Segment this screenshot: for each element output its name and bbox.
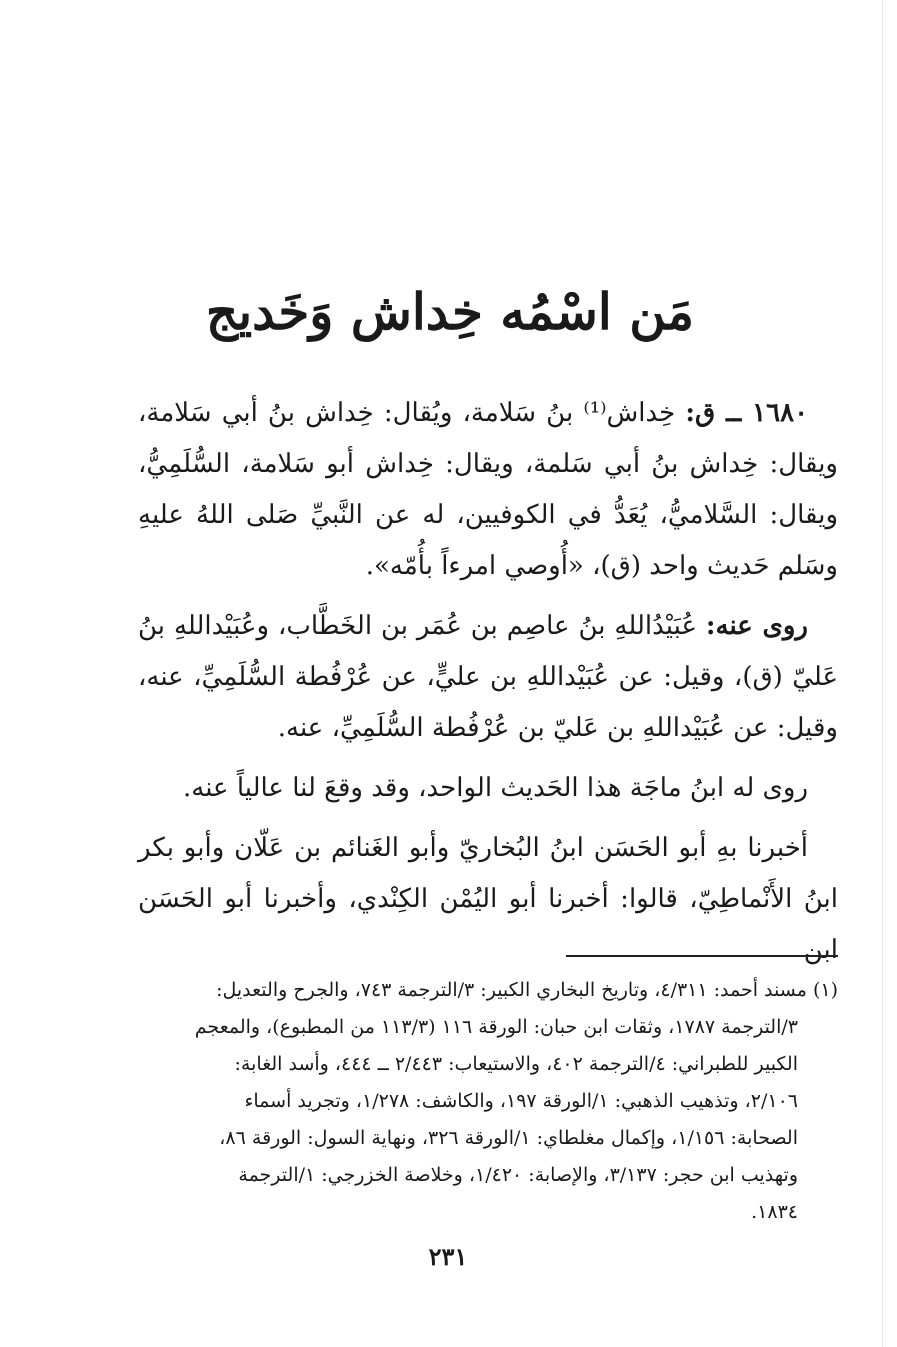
text-line: عُبَيْدُاللهِ بنُ عاصِم بن عُمَر بن الخَطَّاب، xyxy=(278,611,697,641)
page-number: ٢٣١ xyxy=(428,1242,468,1271)
page-edge-line xyxy=(882,0,883,1347)
text-line: أخبرنا بهِ أبو الحَسَن ابنُ البُخاريّ وأبو الغَنائم بن عَلّان وأبو بكر xyxy=(138,833,808,863)
footnote-line: الصحابة: ١/١٥٦، وإكمال مغلطاي: ١/الورقة ٣٢٦، ونهاية السول: الورقة ٨٦، xyxy=(219,1127,798,1149)
paragraph-isnad xyxy=(138,823,838,976)
text-line: ابنُ الأَنْماطِيّ، قالوا: أخبرنا أبو اليُمْن الكِنْدي، وأخبرنا أبو الحَسَن ابن xyxy=(138,884,838,965)
footnote-line: وتهذيب ابن حجر: ٣/١٣٧، والإصابة: ١/٤٢٠، وخلاصة الخزرجي: ١/الترجمة xyxy=(238,1164,798,1186)
footnote-line: ٢/١٠٦، وتذهيب الذهبي: ١/الورقة ١٩٧، والكاشف: ١/٢٧٨، وتجريد أسماء xyxy=(244,1090,798,1112)
chapter-heading: مَن اسْمُه خِداش وَخَديج xyxy=(205,282,695,341)
text-line: وعُبَيْداللهِ بنُ عَليّ (ق)، وقيل: عن عُبَيْداللهِ بن عليٍّ، عن عُرْفُطة xyxy=(138,611,839,692)
text-line: السُّلَمِيِّ، عنه، وقيل: عن عُبَيْداللهِ بن عَليّ بن عُرْفُطة السُّلَمِيِّ، عنه. xyxy=(138,662,838,743)
footnote-marker: (١) xyxy=(812,979,838,1001)
footnote-line: (١) مسند أحمد: ٤/٣١١، وتاريخ البخاري الكبير: ٣/الترجمة ٧٤٣، والجرح والتعديل: xyxy=(216,979,838,1001)
text-line: روى له ابنُ ماجَة هذا الحَديث الواحد، وقد وقعَ لنا عالياً عنه. xyxy=(182,773,808,803)
footnote-divider xyxy=(566,955,838,957)
text-line: سَلامة، ويقال: خِداش بنُ أبي سَلمة، ويقال: خِداش أبو سَلامة، xyxy=(138,398,838,479)
footnote-line: ١٨٣٤. xyxy=(751,1201,798,1223)
text-line: السُّلَمِيُّ، ويقال: السَّلاميُّ، يُعَدُّ في الكوفيين، له عن النَّبيِّ صَلى اللهُ xyxy=(138,449,838,530)
footnote xyxy=(138,972,838,1231)
narrators-lead: روى عنه: xyxy=(705,611,808,641)
footnote-line: الكبير للطبراني: ٤/الترجمة ٤٠٢، والاستيعاب: ٢/٤٤٣ ــ ٤٤٤، وأسد الغابة: xyxy=(234,1053,798,1075)
paragraph-narrators xyxy=(138,601,838,754)
body-text xyxy=(138,388,838,985)
text-line: خِداش⁽¹⁾ بنُ سَلامة، ويُقال: خِداش بنُ أبي xyxy=(221,398,676,428)
entry-number: ١٦٨٠ ــ ق: xyxy=(685,398,809,428)
text-line: عليهِ وسَلم حَديث واحد (ق)، «أُوصي امرءاً بأُمّه». xyxy=(138,500,838,581)
paragraph-ibn-majah xyxy=(138,763,838,814)
footnote-line: ٣/الترجمة ١٧٨٧، وثقات ابن حبان: الورقة ١١٦ (١١٣/٣ من المطبوع)، والمعجم xyxy=(194,1016,798,1038)
paragraph-entry xyxy=(138,388,838,592)
